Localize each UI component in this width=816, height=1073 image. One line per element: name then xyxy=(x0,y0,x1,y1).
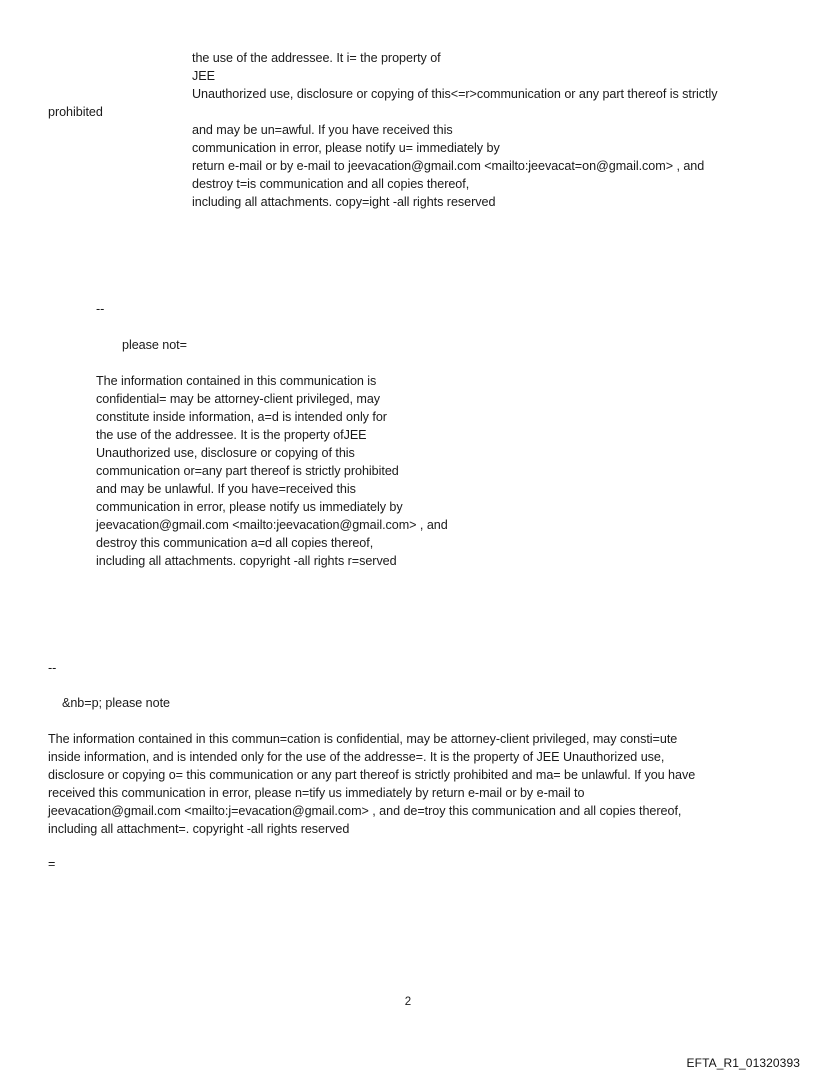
bates-number: EFTA_R1_01320393 xyxy=(686,1056,800,1070)
section1-line-1: the use of the addressee. It i= the property of xyxy=(192,51,441,65)
section3-trailing-mark: = xyxy=(48,857,56,871)
page-number: 2 xyxy=(404,996,412,1008)
section1-line-8: destroy t=is communication and all copies thereof, xyxy=(192,177,470,191)
section2-line-3: constitute inside information, a=d is intended only for xyxy=(96,410,387,424)
section1-line-6: communication in error, please notify u= immediately by xyxy=(192,141,500,155)
section2-line-2: confidential= may be attorney-client privileged, may xyxy=(96,392,381,406)
section2-line-10: destroy this communication a=d all copies thereof, xyxy=(96,536,374,550)
section2-line-11: including all attachments. copyright -all rights r=served xyxy=(96,554,397,568)
section1-line-9: including all attachments. copy=ight -all rights reserved xyxy=(192,195,496,209)
section3-heading: &nb=p; please note xyxy=(62,696,170,710)
section1-line-7: return e-mail or by e-mail to jeevacation@gmail.com <mailto:jeevacat=on@gmail.com> , and xyxy=(192,159,705,173)
section3-line-3: disclosure or copying o= this communication or any part thereof is strictly prohibited and ma= be unlawful. If you have xyxy=(48,768,696,782)
section3-line-4: received this communication in error, please n=tify us immediately by return e-mail or by e-mail to xyxy=(48,786,585,800)
section1-line-3: Unauthorized use, disclosure or copying of this<=r>communication or any part thereof is strictly xyxy=(192,87,718,101)
section3-line-6: including all attachment=. copyright -all rights reserved xyxy=(48,822,350,836)
section2-line-8: communication in error, please notify us immediately by xyxy=(96,500,403,514)
section2-line-9: jeevacation@gmail.com <mailto:jeevacation@gmail.com> , and xyxy=(96,518,448,532)
section2-line-6: communication or=any part thereof is strictly prohibited xyxy=(96,464,399,478)
section2-heading: please not= xyxy=(122,338,187,352)
section1-outdented-word: prohibited xyxy=(48,105,103,119)
section3-line-5: jeevacation@gmail.com <mailto:j=evacation@gmail.com> , and de=troy this communication and all copies thereof, xyxy=(48,804,682,818)
section2-line-5: Unauthorized use, disclosure or copying of this xyxy=(96,446,355,460)
section3-line-1: The information contained in this commun=cation is confidential, may be attorney-client privileged, may consti=ute xyxy=(48,732,678,746)
section3-line-2: inside information, and is intended only for the use of the addresse=. It is the property of JEE Unauthorized use, xyxy=(48,750,665,764)
section3-separator: -- xyxy=(48,661,57,675)
section2-line-4: the use of the addressee. It is the property ofJEE xyxy=(96,428,367,442)
section1-line-5: and may be un=awful. If you have received this xyxy=(192,123,453,137)
section2-line-1: The information contained in this communication is xyxy=(96,374,377,388)
section1-line-2: JEE xyxy=(192,69,215,83)
section2-line-7: and may be unlawful. If you have=received this xyxy=(96,482,356,496)
section2-separator: -- xyxy=(96,302,105,316)
